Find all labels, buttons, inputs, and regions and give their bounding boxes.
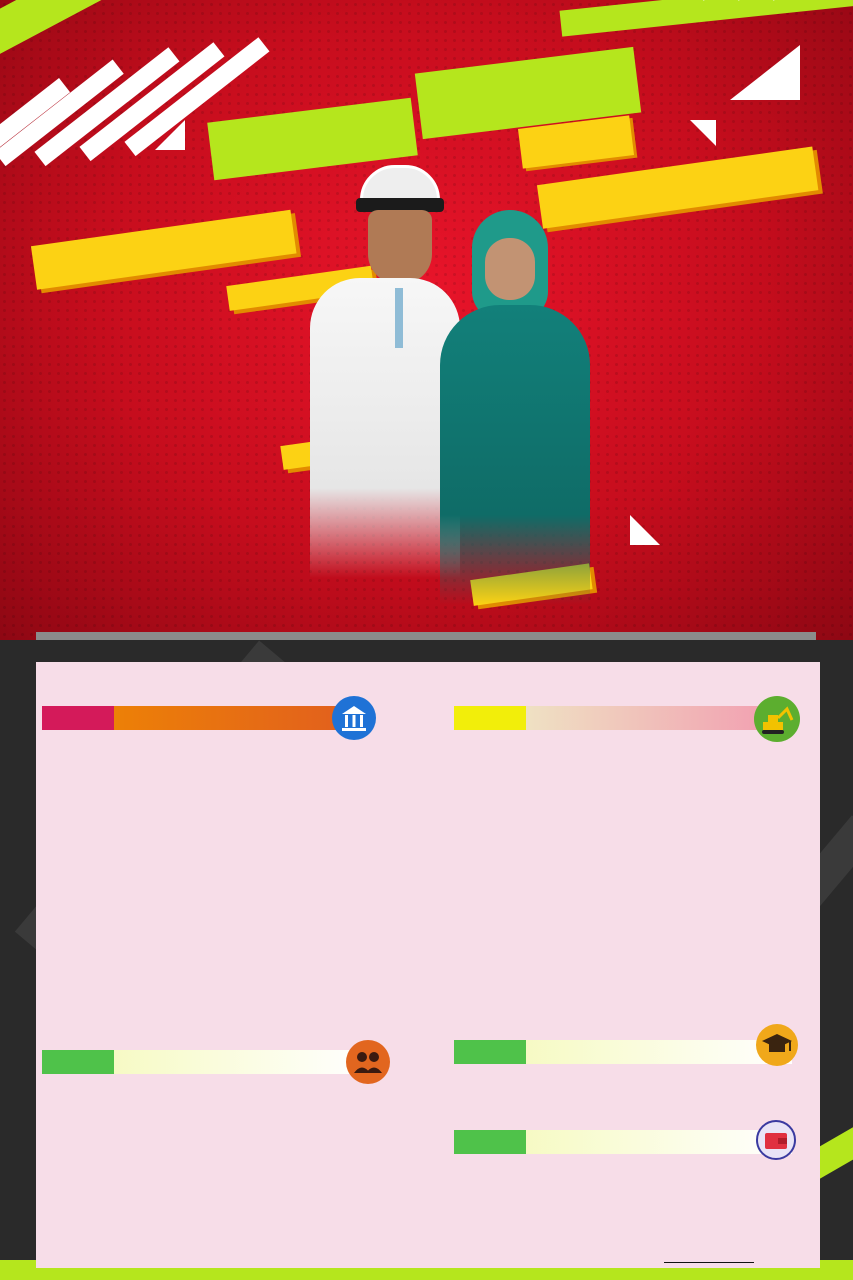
section-pemerintahan-pct — [42, 706, 114, 730]
signature-line — [664, 1262, 754, 1263]
decor-triangle — [690, 120, 716, 146]
decor-triangle — [630, 515, 660, 545]
section-pembiayaan-pct — [454, 1130, 526, 1154]
village-head-wife-photo — [440, 210, 590, 590]
road-illustration — [36, 632, 816, 640]
section-pemberdayaan-bar — [454, 1040, 792, 1064]
government-building-icon — [332, 696, 376, 740]
decor-triangle — [730, 45, 800, 100]
people-icon — [346, 1040, 390, 1084]
section-pembinaan-bar — [42, 1050, 367, 1074]
village-head-photo — [300, 160, 460, 580]
section-pembiayaan-bar — [454, 1130, 792, 1154]
section-pemberdayaan-pct — [454, 1040, 526, 1064]
section-pembinaan-pct — [42, 1050, 114, 1074]
wallet-icon — [756, 1120, 796, 1160]
section-pemerintahan-bar — [42, 706, 367, 730]
decor-triangle — [155, 120, 185, 150]
section-pembangunan-pct — [454, 706, 526, 730]
details-panel — [36, 662, 820, 1268]
graduation-cap-icon — [756, 1024, 798, 1066]
section-pembangunan-bar — [454, 706, 784, 730]
excavator-icon — [754, 696, 800, 742]
